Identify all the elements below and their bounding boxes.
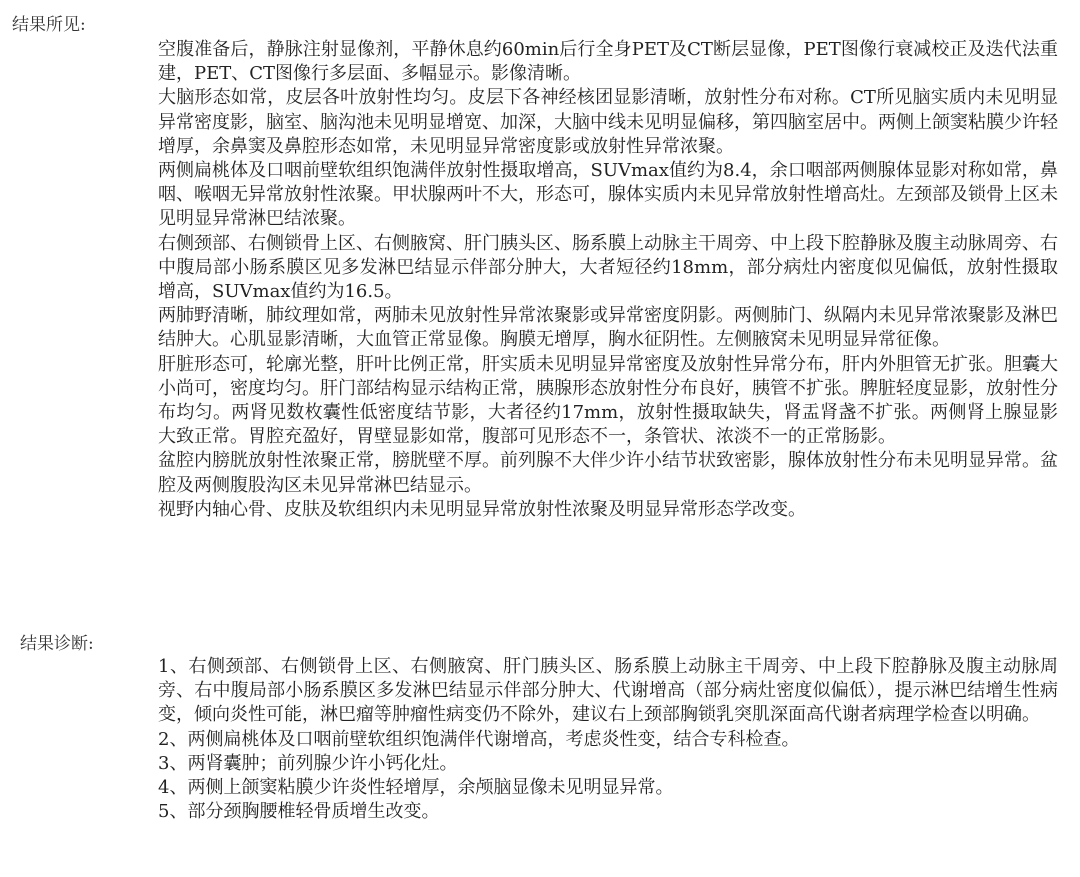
findings-paragraph-brain: 大脑形态如常，皮层各叶放射性均匀。皮层下各神经核团显影清晰，放射性分布对称。CT所见脑实质内未见明显异常密度影，脑室、脑沟池未见明显增宽、加深，大脑中线未见明显偏移，第四脑室居中。两侧上颌窦粘膜少许轻增厚，余鼻窦及鼻腔形态如常，未见明显异常密度影或放射性异常浓聚。 [158,87,1058,157]
diagnosis-item: 1、右侧颈部、右侧锁骨上区、右侧腋窝、肝门胰头区、肠系膜上动脉主干周旁、中上段下腔静脉及腹主动脉周旁、右中腹局部小肠系膜区多发淋巴结显示伴部分肿大、代谢增高（部分病灶密度似偏低），提示淋巴结增生性病变，倾向炎性可能，淋巴瘤等肿瘤性病变仍不除外，建议右上颈部胸锁乳突肌深面高代谢者病理学检查以明确。 [158,656,1058,726]
diagnosis-item: 3、两肾囊肿；前列腺少许小钙化灶。 [158,752,458,774]
diagnosis-body [158,655,1058,824]
findings-body [158,38,1058,522]
diagnosis-item: 5、部分颈胸腰椎轻骨质增生改变。 [158,801,440,823]
findings-paragraph-lymph-nodes: 右侧颈部、右侧锁骨上区、右侧腋窝、肝门胰头区、肠系膜上动脉主干周旁、中上段下腔静脉及腹主动脉周旁、右中腹局部小肠系膜区见多发淋巴结显示伴部分肿大，大者短径约18mm，部分病灶内密度似见偏低，放射性摄取增高，SUVmax值约为16.5。 [158,232,1058,303]
findings-paragraph-bones: 视野内轴心骨、皮肤及软组织内未见明显异常放射性浓聚及明显异常形态学改变。 [158,498,806,520]
findings-paragraph-head-neck: 两侧扁桃体及口咽前壁软组织饱满伴放射性摄取增高，SUVmax值约为8.4，余口咽部两侧腺体显影对称如常，鼻咽、喉咽无异常放射性浓聚。甲状腺两叶不大，形态可，腺体实质内未见异常放射性增高灶。左颈部及锁骨上区未见明显异常淋巴结浓聚。 [158,160,1058,230]
diagnosis-item: 4、两侧上颌窦粘膜少许炎性轻增厚，余颅脑显像未见明显异常。 [158,777,674,799]
diagnosis-label: 结果诊断: [20,634,94,654]
diagnosis-item: 2、两侧扁桃体及口咽前壁软组织饱满伴代谢增高，考虑炎性变，结合专科检查。 [158,728,800,750]
findings-label: 结果所见: [12,15,86,35]
findings-paragraph-scan-method: 空腹准备后，静脉注射显像剂，平静休息约60min后行全身PET及CT断层显像，PET图像行衰减校正及迭代法重建，PET、CT图像行多层面、多幅显示。影像清晰。 [158,39,1058,85]
findings-paragraph-pelvis: 盆腔内膀胱放射性浓聚正常，膀胱壁不厚。前列腺不大伴少许小结节状致密影，腺体放射性分布未见明显异常。盆腔及两侧腹股沟区未见异常淋巴结显示。 [158,450,1058,496]
findings-paragraph-abdomen: 肝脏形态可，轮廓光整，肝叶比例正常，肝实质未见明显异常密度及放射性异常分布，肝内外胆管无扩张。胆囊大小尚可，密度均匀。肝门部结构显示结构正常，胰腺形态放射性分布良好，胰管不扩张。脾脏轻度显影，放射性分布均匀。两肾见数枚囊性低密度结节影，大者径约17mm，放射性摄取缺失，肾盂肾盏不扩张。两侧肾上腺显影大致正常。胃腔充盈好，胃壁显影如常，腹部可见形态不一，条管状、浓淡不一的正常肠影。 [158,353,1058,448]
findings-paragraph-chest: 两肺野清晰，肺纹理如常，两肺未见放射性异常浓聚影或异常密度阴影。两侧肺门、纵隔内未见异常浓聚影及淋巴结肿大。心肌显影清晰，大血管正常显像。胸膜无增厚，胸水征阴性。左侧腋窝未见明显异常征像。 [158,305,1058,351]
